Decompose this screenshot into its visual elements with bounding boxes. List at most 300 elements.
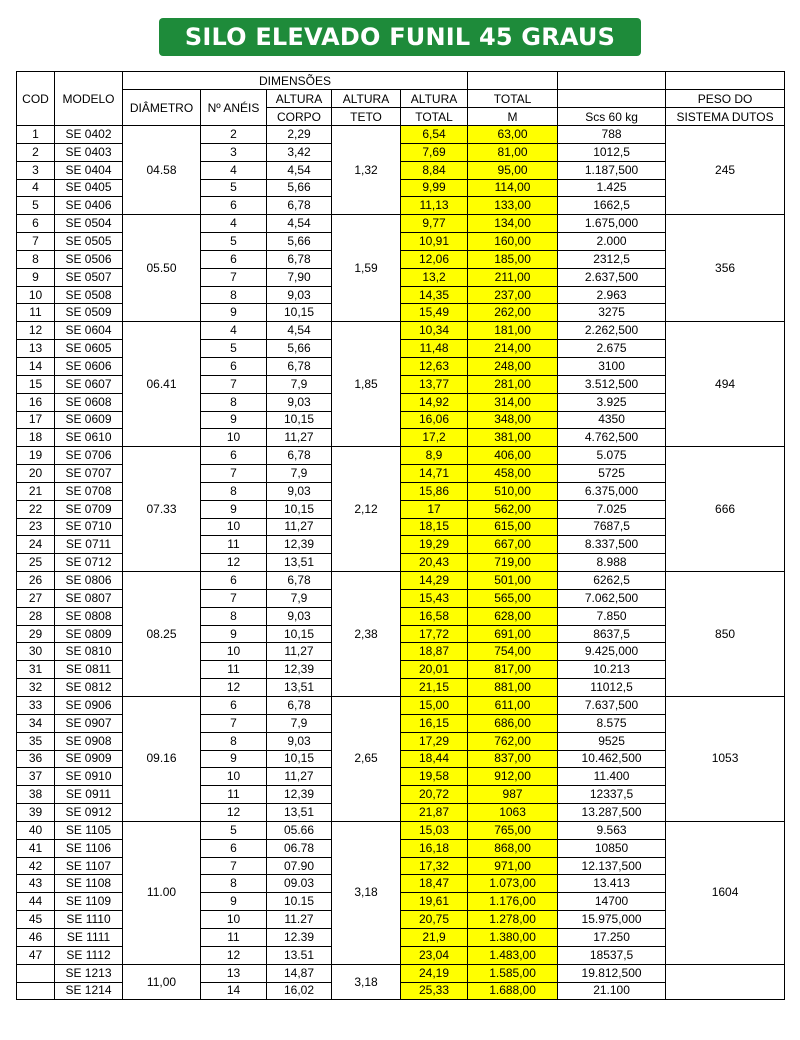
cell-scs: 1662,5: [558, 197, 666, 215]
table-row: [17, 126, 785, 144]
cell-modelo: SE 0711: [55, 536, 123, 554]
cell-aneis: 7: [201, 465, 267, 483]
cell-altura-corpo: 6,78: [267, 250, 332, 268]
cell-scs: 4350: [558, 411, 666, 429]
cell-aneis: 10: [201, 518, 267, 536]
cell-altura-corpo: 06.78: [267, 839, 332, 857]
cell-altura-total: 20,72: [401, 786, 468, 804]
cell-altura-total: 23,04: [401, 946, 468, 964]
cell-aneis: 9: [201, 411, 267, 429]
cell-modelo: SE 1109: [55, 893, 123, 911]
cell-altura-total: 11,48: [401, 340, 468, 358]
table-row: [17, 821, 785, 839]
cell-peso: [666, 964, 785, 1000]
cell-altura-total: 18,47: [401, 875, 468, 893]
cell-altura-teto: 2,65: [332, 697, 401, 822]
cell-altura-corpo: 11,27: [267, 518, 332, 536]
cell-altura-total: 7,69: [401, 143, 468, 161]
cell-cod: 42: [17, 857, 55, 875]
cell-diametro: 05.50: [123, 215, 201, 322]
cell-diametro: 11.00: [123, 821, 201, 964]
cell-diametro: 11,00: [123, 964, 201, 1000]
cell-scs: 2.000: [558, 233, 666, 251]
cell-total-m: 81,00: [468, 143, 558, 161]
cell-cod: 41: [17, 839, 55, 857]
cell-scs: 9.563: [558, 821, 666, 839]
cell-cod: 11: [17, 304, 55, 322]
cell-altura-corpo: 13,51: [267, 804, 332, 822]
header-blank-scs: [558, 72, 666, 90]
cell-altura-corpo: 4,54: [267, 322, 332, 340]
cell-total-m: 181,00: [468, 322, 558, 340]
cell-aneis: 6: [201, 357, 267, 375]
cell-total-m: 868,00: [468, 839, 558, 857]
cell-aneis: 12: [201, 804, 267, 822]
cell-altura-teto: 1,59: [332, 215, 401, 322]
cell-cod: 37: [17, 768, 55, 786]
cell-total-m: 762,00: [468, 732, 558, 750]
cell-altura-corpo: 9,03: [267, 607, 332, 625]
cell-modelo: SE 0812: [55, 679, 123, 697]
header-peso-2: SISTEMA DUTOS: [666, 108, 785, 126]
cell-cod: 27: [17, 589, 55, 607]
cell-aneis: 9: [201, 625, 267, 643]
cell-altura-total: 18,87: [401, 643, 468, 661]
cell-cod: 47: [17, 946, 55, 964]
cell-modelo: SE 0402: [55, 126, 123, 144]
cell-altura-total: 17,32: [401, 857, 468, 875]
cell-total-m: 754,00: [468, 643, 558, 661]
table-row: [17, 447, 785, 465]
cell-modelo: SE 0807: [55, 589, 123, 607]
cell-altura-total: 19,29: [401, 536, 468, 554]
cell-aneis: 2: [201, 126, 267, 144]
cell-modelo: SE 1110: [55, 911, 123, 929]
cell-modelo: SE 0912: [55, 804, 123, 822]
header-peso-1: PESO DO: [666, 90, 785, 108]
cell-altura-teto: 1,85: [332, 322, 401, 447]
cell-total-m: 987: [468, 786, 558, 804]
cell-altura-corpo: 6,78: [267, 197, 332, 215]
cell-total-m: 95,00: [468, 161, 558, 179]
cell-scs: 11.400: [558, 768, 666, 786]
cell-cod: 18: [17, 429, 55, 447]
cell-total-m: 912,00: [468, 768, 558, 786]
cell-scs: 7687,5: [558, 518, 666, 536]
cell-aneis: 9: [201, 893, 267, 911]
cell-cod: 15: [17, 375, 55, 393]
cell-total-m: 160,00: [468, 233, 558, 251]
cell-altura-corpo: 9,03: [267, 286, 332, 304]
cell-scs: 9525: [558, 732, 666, 750]
cell-modelo: SE 0403: [55, 143, 123, 161]
cell-altura-total: 15,86: [401, 482, 468, 500]
cell-total-m: 1.380,00: [468, 928, 558, 946]
cell-aneis: 9: [201, 304, 267, 322]
cell-altura-total: 9,77: [401, 215, 468, 233]
cell-scs: 7.637,500: [558, 697, 666, 715]
cell-altura-corpo: 5,66: [267, 233, 332, 251]
cell-altura-total: 21,9: [401, 928, 468, 946]
cell-cod: 6: [17, 215, 55, 233]
cell-altura-teto: 2,12: [332, 447, 401, 572]
cell-aneis: 9: [201, 750, 267, 768]
cell-aneis: 4: [201, 322, 267, 340]
cell-peso: 245: [666, 126, 785, 215]
cell-aneis: 6: [201, 572, 267, 590]
cell-aneis: 11: [201, 928, 267, 946]
cell-total-m: 611,00: [468, 697, 558, 715]
cell-modelo: SE 0906: [55, 697, 123, 715]
cell-aneis: 9: [201, 500, 267, 518]
cell-total-m: 565,00: [468, 589, 558, 607]
cell-altura-total: 18,15: [401, 518, 468, 536]
cell-aneis: 5: [201, 233, 267, 251]
cell-diametro: 07.33: [123, 447, 201, 572]
cell-modelo: SE 0809: [55, 625, 123, 643]
table-row: [17, 572, 785, 590]
cell-total-m: 1.278,00: [468, 911, 558, 929]
cell-altura-total: 20,43: [401, 554, 468, 572]
cell-total-m: 314,00: [468, 393, 558, 411]
cell-modelo: SE 0505: [55, 233, 123, 251]
cell-cod: 4: [17, 179, 55, 197]
cell-modelo: SE 0609: [55, 411, 123, 429]
cell-aneis: 5: [201, 340, 267, 358]
cell-altura-corpo: 14,87: [267, 964, 332, 982]
cell-cod: 19: [17, 447, 55, 465]
cell-aneis: 6: [201, 197, 267, 215]
cell-altura-total: 20,01: [401, 661, 468, 679]
cell-cod: [17, 964, 55, 982]
cell-altura-total: 10,91: [401, 233, 468, 251]
cell-altura-total: 21,15: [401, 679, 468, 697]
cell-aneis: 10: [201, 429, 267, 447]
cell-scs: 1.187,500: [558, 161, 666, 179]
cell-total-m: 1.176,00: [468, 893, 558, 911]
cell-cod: 7: [17, 233, 55, 251]
cell-cod: 22: [17, 500, 55, 518]
cell-altura-total: 21,87: [401, 804, 468, 822]
cell-scs: 8637,5: [558, 625, 666, 643]
cell-scs: 6262,5: [558, 572, 666, 590]
cell-altura-corpo: 10.15: [267, 893, 332, 911]
cell-modelo: SE 1213: [55, 964, 123, 982]
cell-modelo: SE 0709: [55, 500, 123, 518]
cell-altura-total: 24,19: [401, 964, 468, 982]
cell-altura-total: 16,15: [401, 714, 468, 732]
cell-cod: 31: [17, 661, 55, 679]
cell-altura-corpo: 6,78: [267, 357, 332, 375]
cell-peso: 666: [666, 447, 785, 572]
cell-altura-corpo: 9,03: [267, 482, 332, 500]
cell-altura-corpo: 5,66: [267, 179, 332, 197]
cell-altura-total: 12,06: [401, 250, 468, 268]
header-altura-corpo-1: ALTURA: [267, 90, 332, 108]
cell-modelo: SE 1111: [55, 928, 123, 946]
cell-modelo: SE 1214: [55, 982, 123, 1000]
cell-diametro: 04.58: [123, 126, 201, 215]
cell-modelo: SE 0810: [55, 643, 123, 661]
table-row: [17, 697, 785, 715]
cell-altura-total: 19,58: [401, 768, 468, 786]
cell-scs: 2.637,500: [558, 268, 666, 286]
header-scs: Scs 60 kg: [558, 108, 666, 126]
cell-modelo: SE 0504: [55, 215, 123, 233]
cell-altura-corpo: 12.39: [267, 928, 332, 946]
cell-altura-corpo: 4,54: [267, 215, 332, 233]
cell-total-m: 214,00: [468, 340, 558, 358]
cell-modelo: SE 1105: [55, 821, 123, 839]
cell-altura-total: 8,9: [401, 447, 468, 465]
cell-cod: 14: [17, 357, 55, 375]
cell-cod: 43: [17, 875, 55, 893]
cell-total-m: 691,00: [468, 625, 558, 643]
cell-cod: 28: [17, 607, 55, 625]
cell-aneis: 8: [201, 393, 267, 411]
cell-altura-total: 12,63: [401, 357, 468, 375]
cell-scs: 5.075: [558, 447, 666, 465]
cell-total-m: 185,00: [468, 250, 558, 268]
cell-scs: 11012,5: [558, 679, 666, 697]
cell-total-m: 628,00: [468, 607, 558, 625]
cell-altura-corpo: 11,27: [267, 643, 332, 661]
cell-altura-corpo: 13.51: [267, 946, 332, 964]
cell-scs: 13.413: [558, 875, 666, 893]
cell-altura-corpo: 10,15: [267, 304, 332, 322]
cell-diametro: 09.16: [123, 697, 201, 822]
header-diametro: DIÂMETRO: [123, 90, 201, 126]
cell-scs: 5725: [558, 465, 666, 483]
cell-altura-total: 13,2: [401, 268, 468, 286]
cell-altura-total: 17,29: [401, 732, 468, 750]
cell-modelo: SE 1106: [55, 839, 123, 857]
cell-aneis: 4: [201, 215, 267, 233]
cell-scs: 10.213: [558, 661, 666, 679]
cell-modelo: SE 0811: [55, 661, 123, 679]
cell-scs: 3275: [558, 304, 666, 322]
cell-total-m: 458,00: [468, 465, 558, 483]
cell-aneis: 7: [201, 857, 267, 875]
cell-altura-corpo: 10,15: [267, 500, 332, 518]
cell-total-m: 133,00: [468, 197, 558, 215]
cell-modelo: SE 0509: [55, 304, 123, 322]
cell-scs: 8.337,500: [558, 536, 666, 554]
cell-total-m: 63,00: [468, 126, 558, 144]
cell-altura-total: 15,43: [401, 589, 468, 607]
cell-total-m: 134,00: [468, 215, 558, 233]
cell-total-m: 615,00: [468, 518, 558, 536]
cell-modelo: SE 0608: [55, 393, 123, 411]
cell-cod: 30: [17, 643, 55, 661]
cell-total-m: 971,00: [468, 857, 558, 875]
header-blank-scs-2: [558, 90, 666, 108]
cell-modelo: SE 1112: [55, 946, 123, 964]
cell-scs: 3.925: [558, 393, 666, 411]
cell-altura-total: 15,00: [401, 697, 468, 715]
cell-altura-corpo: 07.90: [267, 857, 332, 875]
cell-altura-corpo: 10,15: [267, 625, 332, 643]
cell-aneis: 6: [201, 839, 267, 857]
cell-total-m: 114,00: [468, 179, 558, 197]
cell-altura-total: 16,58: [401, 607, 468, 625]
cell-altura-total: 6,54: [401, 126, 468, 144]
cell-altura-corpo: 6,78: [267, 697, 332, 715]
cell-scs: 7.062,500: [558, 589, 666, 607]
cell-altura-total: 16,18: [401, 839, 468, 857]
cell-cod: 21: [17, 482, 55, 500]
cell-total-m: 262,00: [468, 304, 558, 322]
cell-modelo: SE 0909: [55, 750, 123, 768]
cell-total-m: 348,00: [468, 411, 558, 429]
cell-modelo: SE 0708: [55, 482, 123, 500]
cell-aneis: 8: [201, 607, 267, 625]
cell-altura-teto: 2,38: [332, 572, 401, 697]
cell-diametro: 06.41: [123, 322, 201, 447]
cell-altura-corpo: 12,39: [267, 661, 332, 679]
cell-peso: 1053: [666, 697, 785, 822]
cell-aneis: 5: [201, 821, 267, 839]
cell-total-m: 562,00: [468, 500, 558, 518]
cell-altura-corpo: 6,78: [267, 572, 332, 590]
cell-scs: 12.137,500: [558, 857, 666, 875]
header-aneis: Nº ANÉIS: [201, 90, 267, 126]
cell-altura-corpo: 05.66: [267, 821, 332, 839]
cell-scs: 19.812,500: [558, 964, 666, 982]
header-altura-corpo-2: CORPO: [267, 108, 332, 126]
header-total-m-2: M: [468, 108, 558, 126]
cell-total-m: 510,00: [468, 482, 558, 500]
cell-altura-corpo: 10,15: [267, 411, 332, 429]
cell-total-m: 817,00: [468, 661, 558, 679]
cell-altura-total: 10,34: [401, 322, 468, 340]
cell-cod: 33: [17, 697, 55, 715]
cell-scs: 17.250: [558, 928, 666, 946]
cell-altura-corpo: 10,15: [267, 750, 332, 768]
cell-aneis: 7: [201, 375, 267, 393]
cell-altura-total: 17: [401, 500, 468, 518]
cell-altura-corpo: 9,03: [267, 732, 332, 750]
cell-aneis: 12: [201, 679, 267, 697]
cell-modelo: SE 0806: [55, 572, 123, 590]
cell-scs: 3.512,500: [558, 375, 666, 393]
cell-modelo: SE 0604: [55, 322, 123, 340]
cell-altura-teto: 3,18: [332, 821, 401, 964]
cell-modelo: SE 0907: [55, 714, 123, 732]
cell-diametro: 08.25: [123, 572, 201, 697]
cell-cod: 46: [17, 928, 55, 946]
cell-modelo: SE 0606: [55, 357, 123, 375]
cell-cod: 5: [17, 197, 55, 215]
cell-modelo: SE 0911: [55, 786, 123, 804]
cell-scs: 13.287,500: [558, 804, 666, 822]
cell-cod: 9: [17, 268, 55, 286]
header-altura-teto-2: TETO: [332, 108, 401, 126]
cell-aneis: 12: [201, 946, 267, 964]
cell-altura-corpo: 5,66: [267, 340, 332, 358]
cell-total-m: 686,00: [468, 714, 558, 732]
cell-cod: 39: [17, 804, 55, 822]
header-dimensoes: DIMENSÕES: [123, 72, 468, 90]
cell-altura-corpo: 7,9: [267, 465, 332, 483]
cell-modelo: SE 0404: [55, 161, 123, 179]
cell-scs: 9.425,000: [558, 643, 666, 661]
header-blank-peso: [666, 72, 785, 90]
cell-total-m: 1063: [468, 804, 558, 822]
cell-scs: 2.262,500: [558, 322, 666, 340]
cell-altura-total: 25,33: [401, 982, 468, 1000]
cell-cod: 8: [17, 250, 55, 268]
cell-scs: 1012,5: [558, 143, 666, 161]
cell-modelo: SE 0405: [55, 179, 123, 197]
cell-modelo: SE 0910: [55, 768, 123, 786]
cell-aneis: 10: [201, 643, 267, 661]
cell-aneis: 10: [201, 768, 267, 786]
cell-altura-corpo: 9,03: [267, 393, 332, 411]
cell-aneis: 4: [201, 161, 267, 179]
cell-modelo: SE 0508: [55, 286, 123, 304]
cell-cod: 24: [17, 536, 55, 554]
cell-cod: 13: [17, 340, 55, 358]
cell-peso: 494: [666, 322, 785, 447]
cell-modelo: SE 0908: [55, 732, 123, 750]
cell-total-m: 667,00: [468, 536, 558, 554]
header-total-m-1: TOTAL: [468, 90, 558, 108]
cell-cod: 25: [17, 554, 55, 572]
page-title: SILO ELEVADO FUNIL 45 GRAUS: [159, 18, 641, 56]
cell-peso: 850: [666, 572, 785, 697]
cell-modelo: SE 1108: [55, 875, 123, 893]
cell-total-m: 881,00: [468, 679, 558, 697]
cell-cod: 10: [17, 286, 55, 304]
cell-modelo: SE 0506: [55, 250, 123, 268]
cell-altura-total: 17,72: [401, 625, 468, 643]
cell-aneis: 12: [201, 554, 267, 572]
cell-scs: 788: [558, 126, 666, 144]
cell-scs: 15.975,000: [558, 911, 666, 929]
header-cod: COD: [17, 72, 55, 126]
cell-altura-corpo: 09.03: [267, 875, 332, 893]
cell-altura-corpo: 13,51: [267, 679, 332, 697]
cell-altura-total: 17,2: [401, 429, 468, 447]
cell-altura-corpo: 3,42: [267, 143, 332, 161]
cell-modelo: SE 0710: [55, 518, 123, 536]
cell-cod: 32: [17, 679, 55, 697]
cell-total-m: 237,00: [468, 286, 558, 304]
cell-aneis: 7: [201, 268, 267, 286]
cell-cod: 26: [17, 572, 55, 590]
cell-total-m: 211,00: [468, 268, 558, 286]
cell-modelo: SE 0605: [55, 340, 123, 358]
header-altura-teto-1: ALTURA: [332, 90, 401, 108]
cell-altura-total: 9,99: [401, 179, 468, 197]
cell-scs: 7.850: [558, 607, 666, 625]
cell-cod: 2: [17, 143, 55, 161]
cell-altura-total: 11,13: [401, 197, 468, 215]
header-altura-total-2: TOTAL: [401, 108, 468, 126]
header-blank-total: [468, 72, 558, 90]
cell-altura-total: 20,75: [401, 911, 468, 929]
cell-aneis: 8: [201, 482, 267, 500]
cell-cod: 20: [17, 465, 55, 483]
cell-aneis: 8: [201, 732, 267, 750]
cell-altura-corpo: 2,29: [267, 126, 332, 144]
cell-scs: 18537,5: [558, 946, 666, 964]
cell-altura-corpo: 7,90: [267, 268, 332, 286]
cell-aneis: 6: [201, 250, 267, 268]
cell-scs: 10.462,500: [558, 750, 666, 768]
table-body: [17, 126, 785, 1000]
